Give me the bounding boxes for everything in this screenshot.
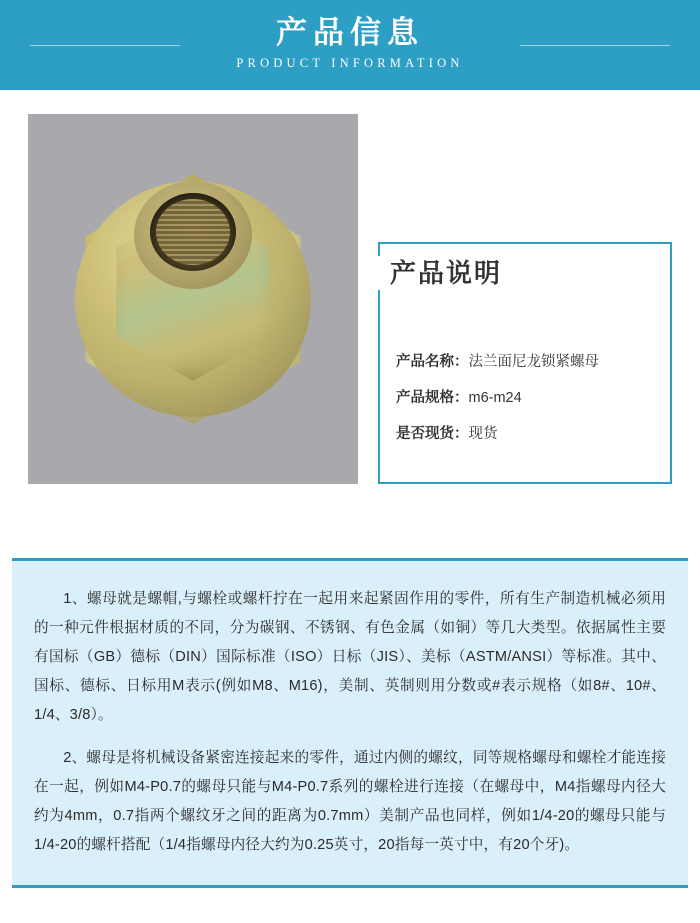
description-section [12, 558, 688, 888]
product-section-title: 产品说明 [378, 256, 512, 290]
banner-subtitle: PRODUCT INFORMATION [236, 56, 464, 70]
spec-label-name: 产品名称： [396, 354, 469, 370]
spec-label-size: 产品规格： [396, 390, 469, 406]
product-photo-frame [28, 114, 358, 484]
flange-nut-thread-icon [156, 199, 230, 265]
spec-value-name: 法兰面尼龙锁紧螺母 [468, 354, 599, 370]
spec-value-size: m6-m24 [468, 390, 522, 406]
description-paragraph-1: 1、螺母就是螺帽,与螺栓或螺杆拧在一起用来起紧固作用的零件，所有生产制造机械必须用的一种元件根据材质的不同，分为碳钢、不锈钢、有色金属（如铜）等几大类型。依据属性主要有国标（GB）德标（DIN）国际标准（ISO）日标（JIS）、美标（ASTM/ANSI）等标准。其中、国标、德标、日标用M表示(例如M8、M16)，美制、英制则用分数或#表示规格（如8#、10#、1/4、3/8）。 [34, 591, 666, 723]
page-header-banner [0, 0, 700, 90]
spec-value-stock: 现货 [468, 426, 498, 442]
product-photo [28, 114, 358, 484]
description-paragraph-2: 2、螺母是将机械设备紧密连接起来的零件，通过内侧的螺纹，同等规格螺母和螺栓才能连接在一起，例如M4-P0.7的螺母只能与M4-P0.7系列的螺栓进行连接（在螺母中，M4指螺母内径大约为4mm，0.7指两个螺纹牙之间的距离为0.7mm）美制产品也同样，例如1/4-20的螺母只能与1/4-20的螺杆搭配（1/4指螺母内径大约为0.25英寸，20指每一英寸中，有20个牙)。 [34, 750, 666, 853]
product-section [0, 90, 700, 500]
product-spec-row [396, 344, 666, 380]
spec-label-stock: 是否现货： [396, 426, 469, 442]
banner-inner [0, 0, 700, 90]
banner-title: 产品信息 [276, 15, 424, 50]
product-spec-row [396, 380, 666, 416]
product-spec-row [396, 416, 666, 452]
product-spec-list [396, 344, 666, 452]
